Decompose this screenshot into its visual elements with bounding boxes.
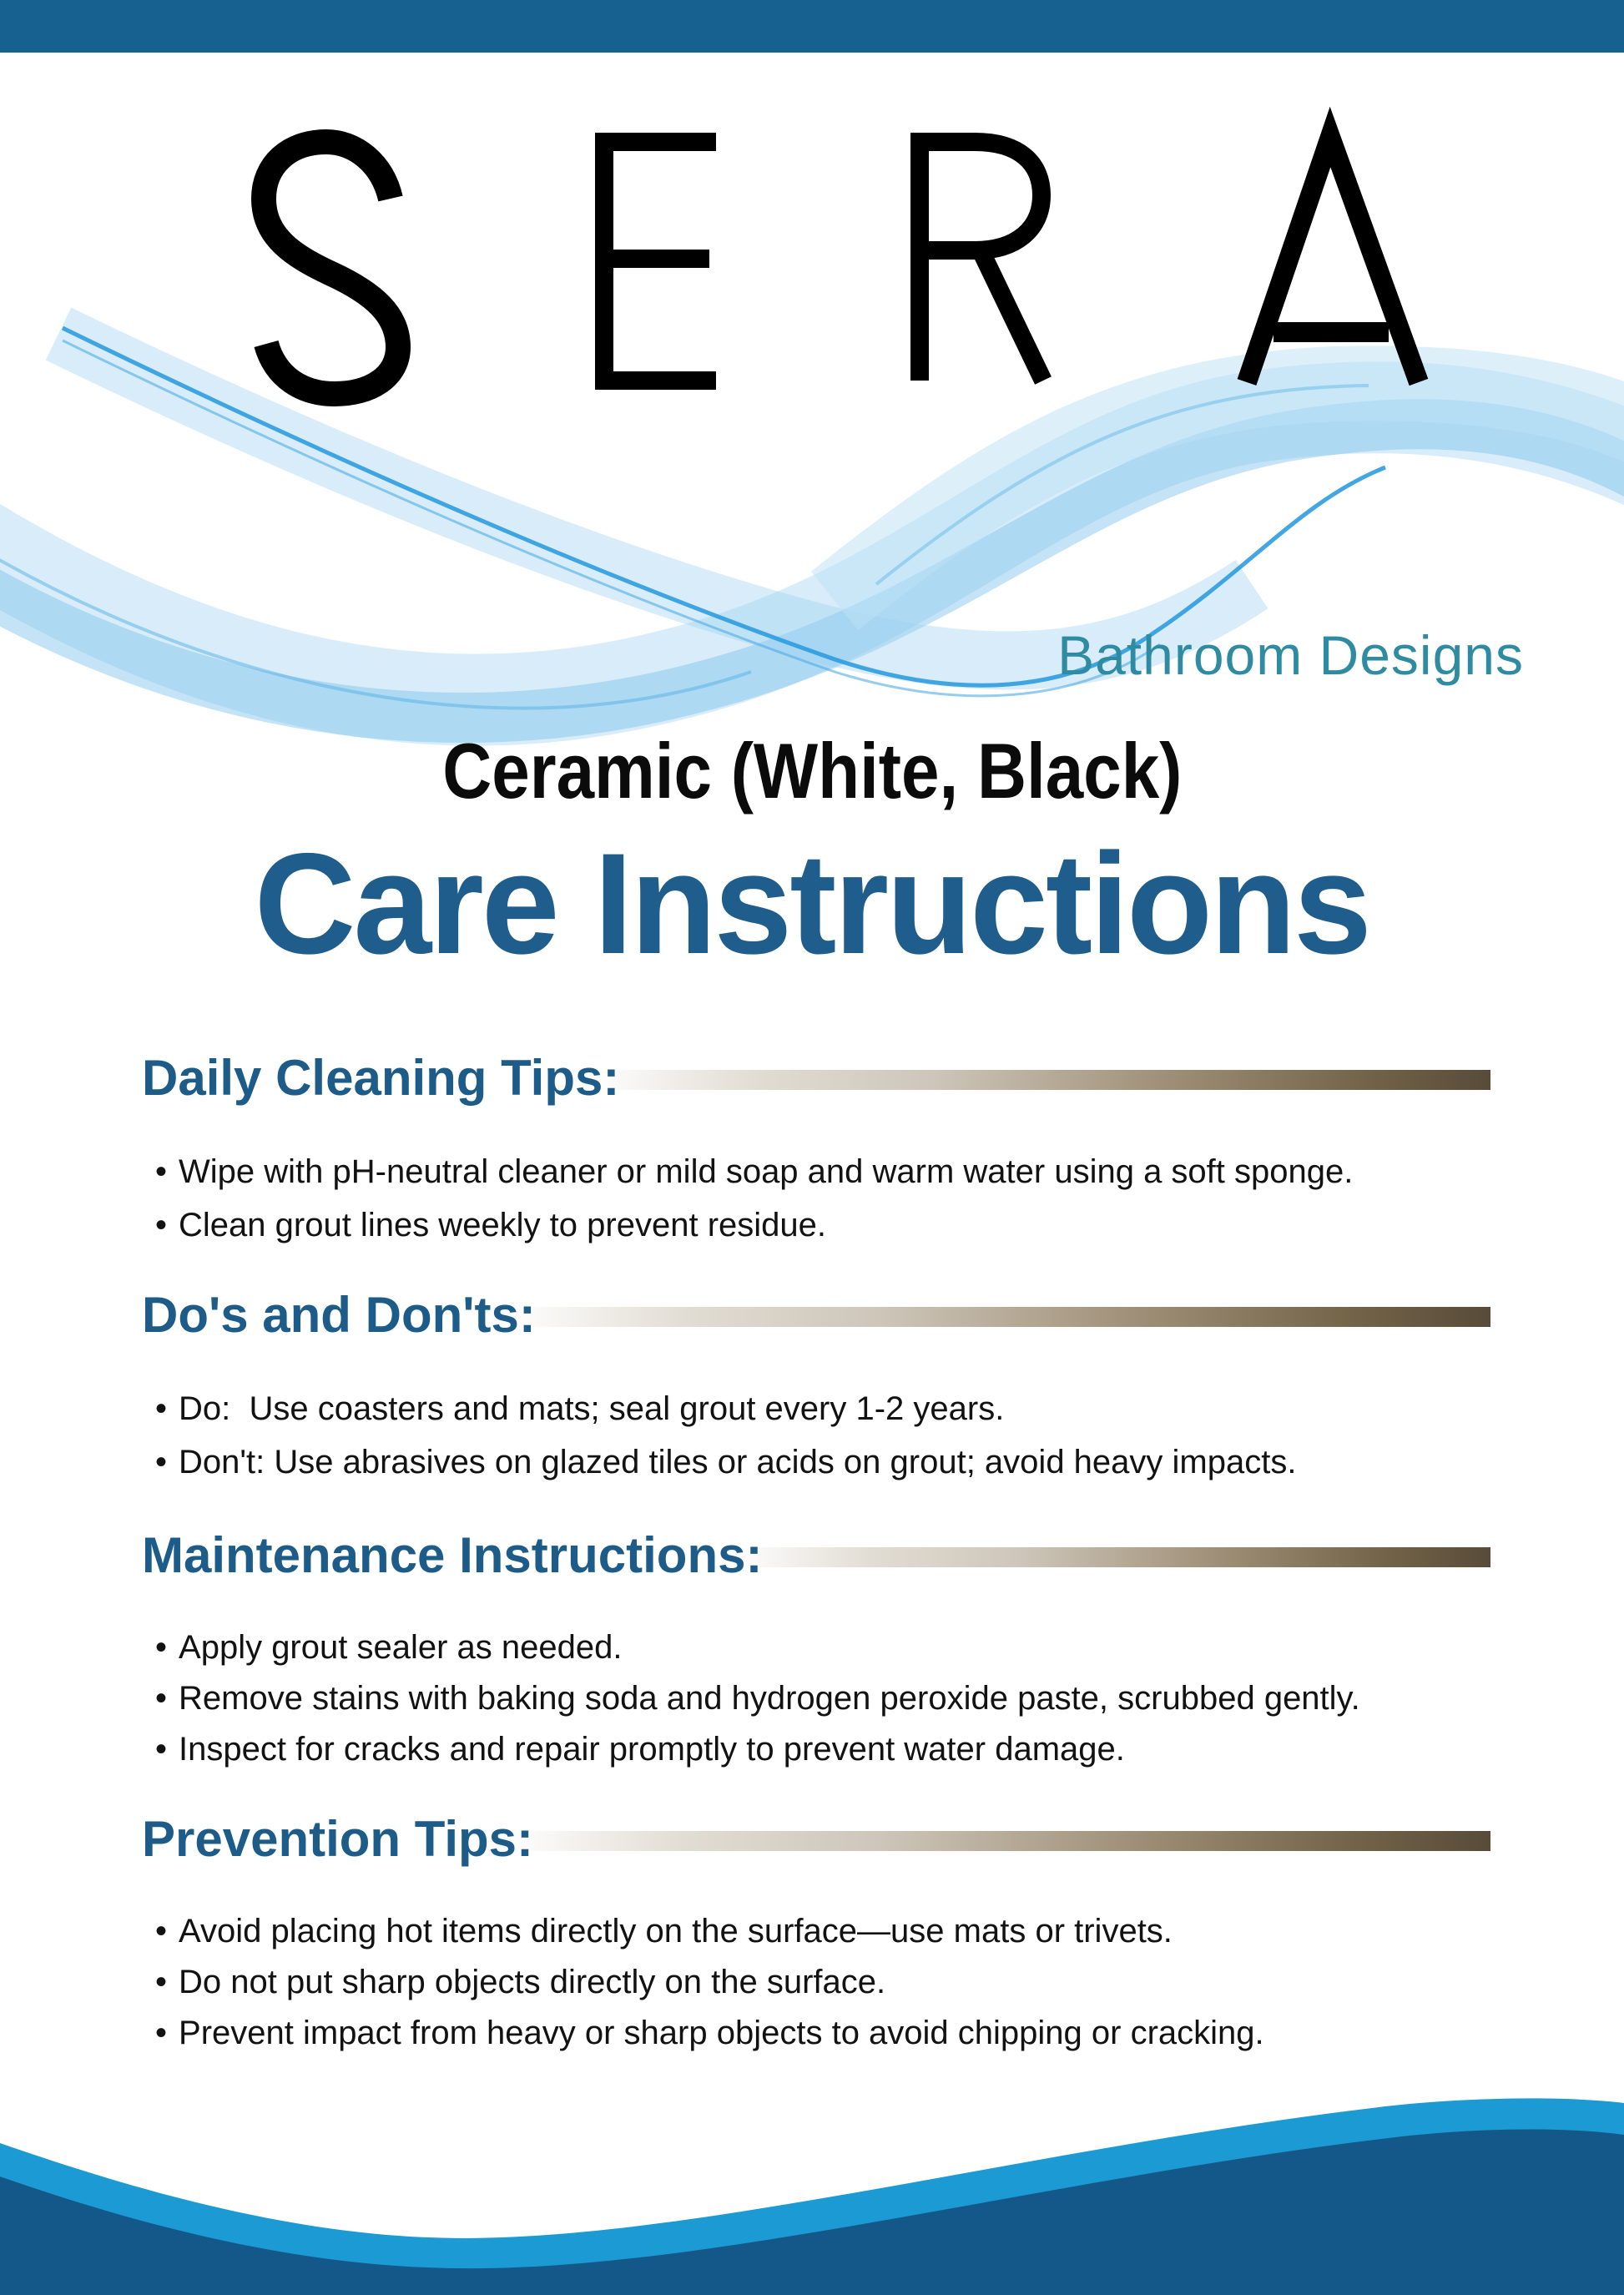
bullet-list: [142, 1382, 1490, 1489]
section-prevention-tips: [142, 1809, 1490, 2059]
bullet-text: Clean grout lines weekly to prevent residue.: [179, 1207, 826, 1243]
section-divider-rule: [734, 1547, 1490, 1567]
brand-wordmark-sera: [264, 137, 1419, 394]
section-daily-cleaning-tips: [142, 1048, 1490, 1252]
bullet-list: [142, 1145, 1490, 1252]
bullet-dot: •: [155, 1913, 168, 1949]
section-heading: Maintenance Instructions:: [142, 1527, 763, 1583]
bullet-dot: •: [155, 1444, 168, 1480]
bullet-dot: •: [155, 1964, 168, 2000]
bullet-item: [155, 1382, 1490, 1435]
bullet-list: [142, 1622, 1490, 1775]
bullet-text: Remove stains with baking soda and hydrogen peroxide paste, scrubbed gently.: [179, 1680, 1360, 1717]
letter-e: [604, 142, 716, 381]
bullet-item: [155, 1622, 1490, 1673]
section-maintenance-instructions: [142, 1526, 1490, 1775]
page-title: Care Instructions: [254, 824, 1370, 984]
bullet-item: [155, 1724, 1490, 1775]
bullet-dot: •: [155, 1207, 168, 1243]
bullet-item: [155, 1198, 1490, 1252]
material-subtitle: Ceramic (White, Black): [441, 727, 1183, 815]
bullet-text: Avoid placing hot items directly on the surface—use mats or trivets.: [179, 1913, 1173, 1949]
bullet-text: Don't: Use abrasives on glazed tiles or acids on grout; avoid heavy impacts.: [179, 1444, 1297, 1480]
letter-r: [920, 142, 1043, 381]
section-heading: Do's and Don'ts:: [142, 1287, 536, 1343]
bullet-dot: •: [155, 1153, 168, 1190]
bullet-text: Prevent impact from heavy or sharp objects to avoid chipping or cracking.: [179, 2015, 1264, 2051]
letter-a: [1247, 137, 1419, 382]
letter-s: [264, 142, 398, 394]
bullet-dot: •: [155, 2015, 168, 2051]
bullet-item: [155, 1145, 1490, 1198]
bottom-wave-graphic: [0, 2045, 1624, 2295]
section-dos-and-donts: [142, 1285, 1490, 1489]
bullet-dot: •: [155, 1731, 168, 1768]
bullet-item: [155, 1957, 1490, 2008]
section-divider-rule: [591, 1070, 1490, 1090]
bullet-dot: •: [155, 1629, 168, 1666]
bullet-item: [155, 1673, 1490, 1724]
bullet-text: Apply grout sealer as needed.: [179, 1629, 623, 1666]
section-heading: Prevention Tips:: [142, 1811, 533, 1867]
section-heading: Daily Cleaning Tips:: [142, 1050, 620, 1106]
bullet-text: Do not put sharp objects directly on the surface.: [179, 1964, 886, 2000]
bullet-text: Wipe with pH-neutral cleaner or mild soap and warm water using a soft sponge.: [179, 1153, 1354, 1190]
section-divider-rule: [505, 1831, 1490, 1851]
section-divider-rule: [507, 1307, 1490, 1327]
bullet-list: [142, 1906, 1490, 2059]
bullet-text: Inspect for cracks and repair promptly to prevent water damage.: [179, 1731, 1125, 1768]
brand-tagline: Bathroom Designs: [1057, 624, 1524, 686]
bullet-text: Do: Use coasters and mats; seal grout every 1-2 years.: [179, 1390, 1005, 1427]
bullet-item: [155, 1435, 1490, 1489]
bullet-item: [155, 1906, 1490, 1957]
bullet-dot: •: [155, 1680, 168, 1717]
bullet-dot: •: [155, 1390, 168, 1427]
